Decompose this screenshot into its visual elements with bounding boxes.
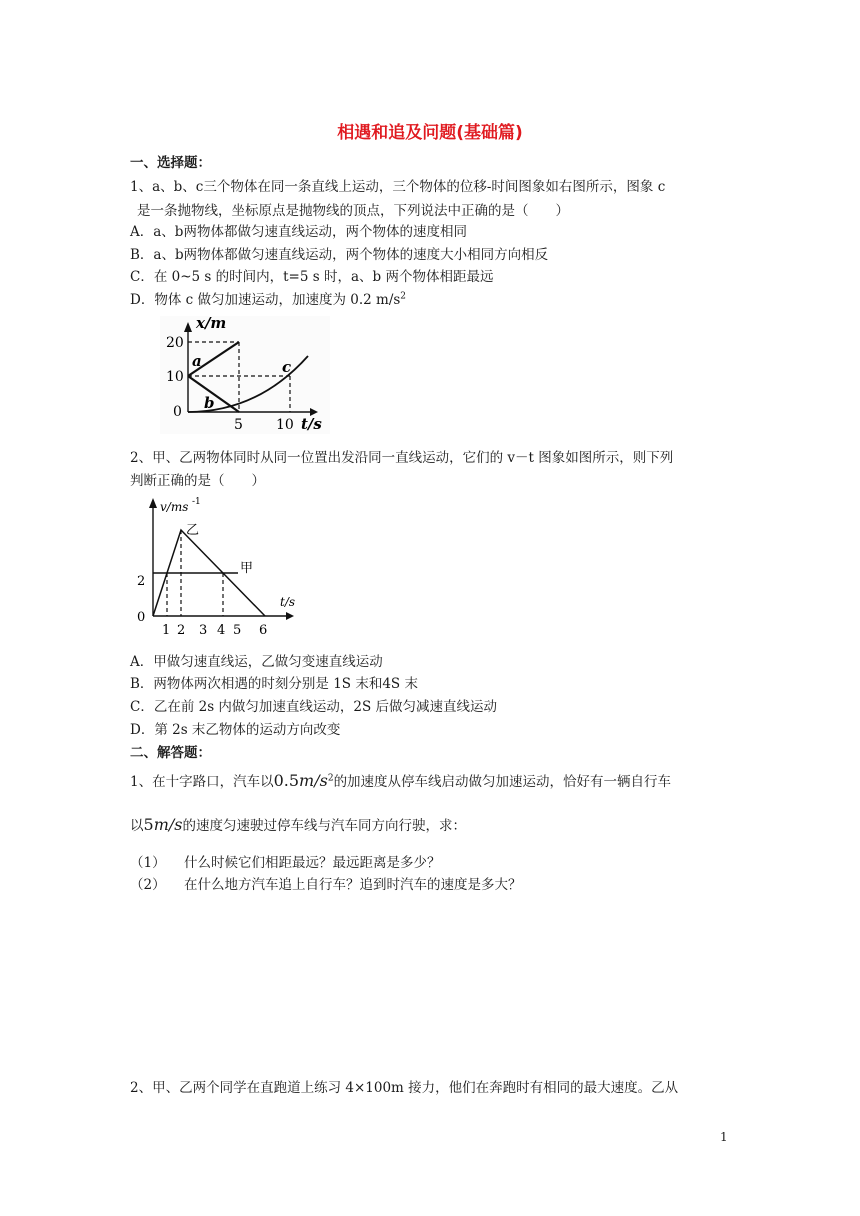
q1-line2: 是一条抛物线，坐标原点是抛物线的顶点，下列说法中正确的是（ ） (137, 203, 569, 219)
q2-y-axis-label: v/ms (160, 500, 189, 514)
q2-option-a: A．甲做匀速直线运，乙做匀变速直线运动 (130, 654, 383, 670)
p1-subquestion-1: （1） 什么时候它们相距最远？最远距离是多少？ (130, 855, 441, 871)
q1-x-axis-label: t/s (301, 415, 322, 433)
q2-x-tick-3: 3 (199, 623, 208, 638)
q2-label-jia: 甲 (240, 561, 254, 576)
p1-line2: 以5m/s的速度匀速驶过停车线与汽车同方向行驶，求： (130, 815, 466, 834)
q2-x-tick-1: 1 (162, 623, 171, 638)
q2-x-tick-2: 2 (177, 623, 186, 638)
q2-y-tick-2: 2 (137, 574, 146, 589)
q1-option-a: A．a、b两物体都做匀速直线运动，两个物体的速度相同 (130, 224, 467, 240)
q2-line2: 判断正确的是（ ） (130, 473, 265, 489)
q2-x-axis-label: t/s (280, 595, 296, 609)
p1-subquestion-2: （2） 在什么地方汽车追上自行车？追到时汽车的速度是多大？ (130, 877, 522, 893)
q1-xt-graph (160, 316, 330, 434)
page-title: 相遇和追及问题(基础篇) (337, 123, 523, 143)
q1-option-d: D．物体 c 做匀加速运动，加速度为 0.2 $m/s^2$ (130, 291, 407, 308)
p1-line1: 1、在十字路口，汽车以$0.5m/s^2$的加速度从停车线启动做匀加速运动，恰好有一辆自行车 (130, 771, 672, 790)
q2-y-tick-0: 0 (137, 610, 146, 625)
q2-option-d: D．第 2s 末乙物体的运动方向改变 (130, 722, 341, 738)
q1-label-b: b (204, 394, 215, 412)
q2-option-c: C．乙在前 2s 内做匀加速直线运动，2S 后做匀减速直线运动 (130, 699, 498, 715)
q1-label-a: a (192, 352, 202, 370)
q1-y-tick-10: 10 (166, 369, 184, 385)
q2-vt-graph (130, 492, 300, 642)
q2-x-axis-arrow (286, 612, 294, 620)
q1-y-axis-label: x/m (196, 316, 227, 332)
section-answer-heading: 二、解答题： (130, 745, 211, 761)
q2-x-tick-6: 6 (259, 623, 268, 638)
q1-line1: 1、a、b、c三个物体在同一条直线上运动，三个物体的位移-时间图象如右图所示，图象 c (130, 179, 666, 195)
q1-x-tick-5: 5 (234, 417, 243, 433)
q2-label-yi: 乙 (186, 523, 200, 538)
section-choice-heading: 一、选择题： (130, 155, 211, 171)
q2-option-b: B．两物体两次相遇的时刻分别是 1S 末和4S 末 (130, 676, 418, 692)
q1-option-b: B．a、b两物体都做匀速直线运动，两个物体的速度大小相同方向相反 (130, 247, 549, 263)
p2-line1: 2、甲、乙两个同学在直跑道上练习 4×100m 接力，他们在奔跑时有相同的最大速度。乙从 (130, 1080, 679, 1096)
page-number: 1 (720, 1130, 728, 1144)
q2-y-axis-arrow (149, 498, 157, 508)
q2-line1: 2、甲、乙两物体同时从同一位置出发沿同一直线运动，它们的 v－t 图象如图所示，则下列 (130, 450, 674, 466)
q2-x-tick-5: 5 (233, 623, 242, 638)
q1-option-c: C．在 0~5 s 的时间内，t=5 s 时，a、b 两个物体相距最远 (130, 269, 494, 285)
q1-x-tick-10: 10 (276, 417, 294, 433)
q2-x-tick-4: 4 (217, 623, 226, 638)
q2-y-axis-label-sup: -1 (192, 497, 201, 507)
q1-y-tick-0: 0 (173, 404, 182, 420)
q1-label-c: c (282, 358, 292, 376)
q1-y-tick-20: 20 (166, 335, 184, 351)
